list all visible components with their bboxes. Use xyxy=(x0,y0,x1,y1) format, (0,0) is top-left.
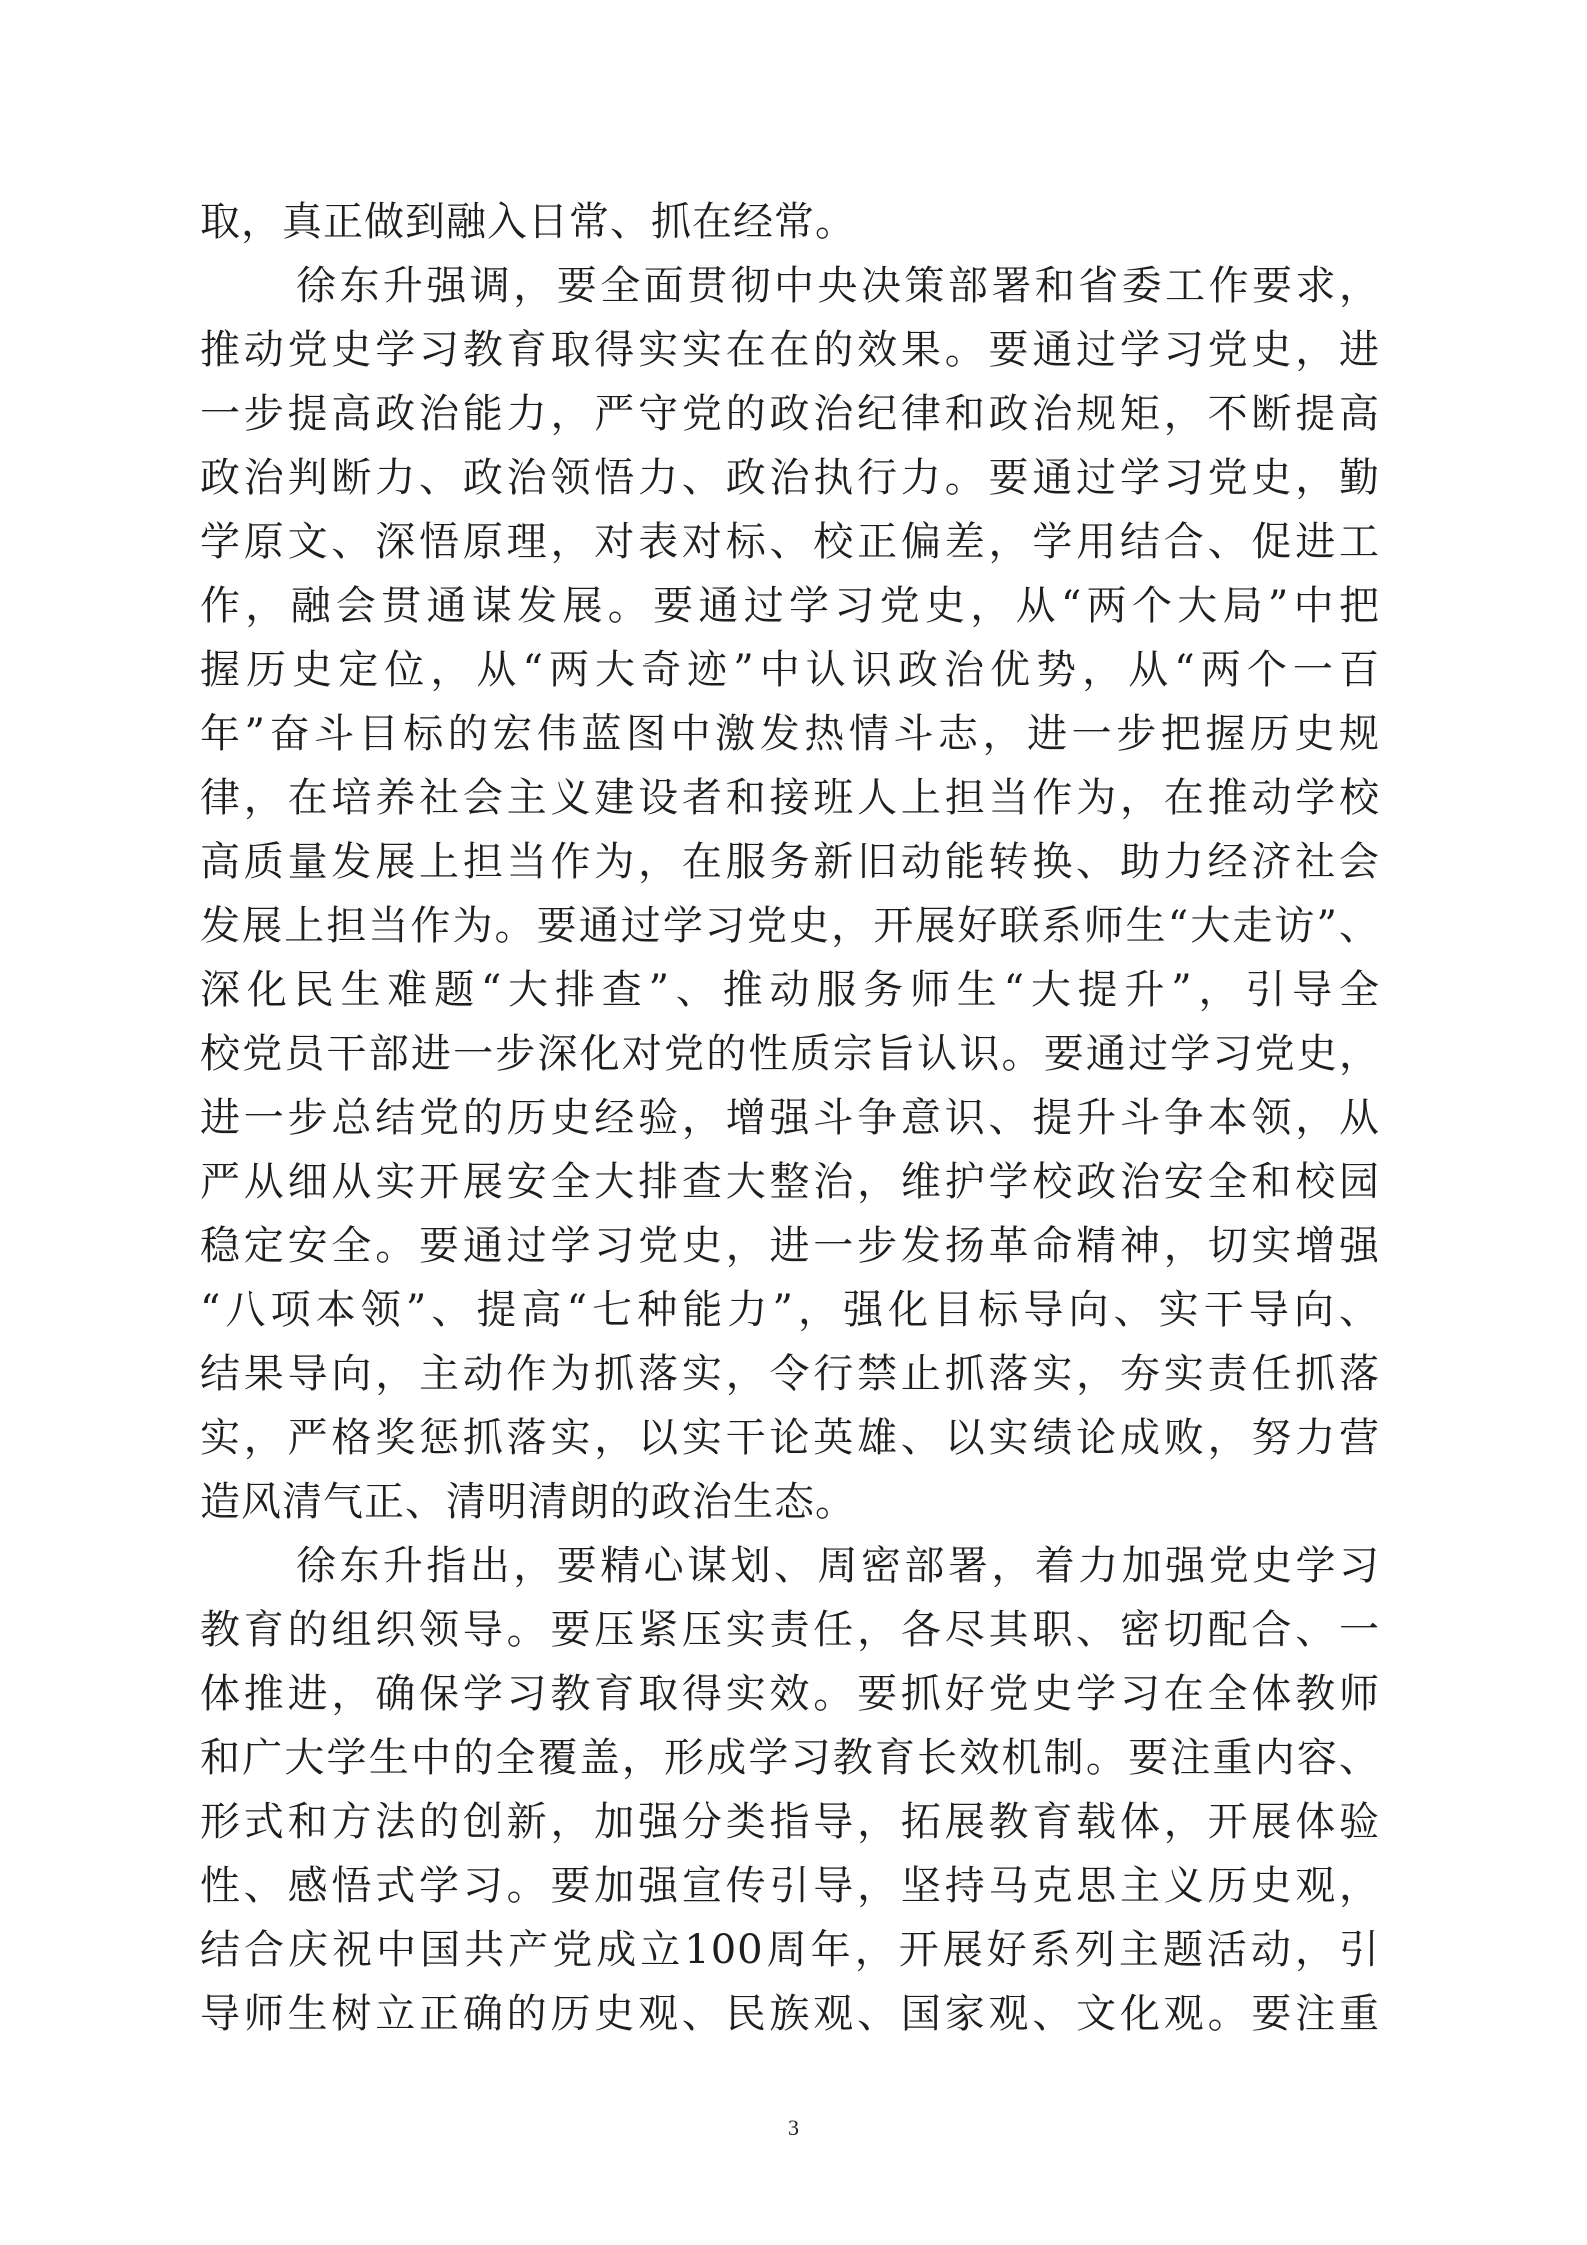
paragraph-first-line: 徐东升强调，要全面贯彻中央决策部署和省委工作要求， xyxy=(296,263,1380,309)
text-line: 结果导向，主动作为抓落实，令行禁止抓落实，夯实责任抓落 xyxy=(200,1351,1380,1397)
text-line: 和广大学生中的全覆盖，形成学习教育长效机制。要注重内容、 xyxy=(200,1735,1380,1781)
text-line: 造风清气正、清明清朗的政治生态。 xyxy=(200,1479,856,1525)
text-line: 严从细从实开展安全大排查大整治，维护学校政治安全和校园 xyxy=(200,1159,1380,1205)
text-line: 政治判断力、政治领悟力、政治执行力。要通过学习党史，勤 xyxy=(200,455,1380,501)
text-line: 实，严格奖惩抓落实，以实干论英雄、以实绩论成败，努力营 xyxy=(200,1415,1380,1461)
text-line: 发展上担当作为。要通过学习党史，开展好联系师生“大走访”、 xyxy=(200,903,1380,949)
body-text xyxy=(200,190,1380,2046)
text-line: 教育的组织领导。要压紧压实责任，各尽其职、密切配合、一 xyxy=(200,1607,1380,1653)
text-line: 校党员干部进一步深化对党的性质宗旨认识。要通过学习党史， xyxy=(200,1031,1380,1077)
text-line: 形式和方法的创新，加强分类指导，拓展教育载体，开展体验 xyxy=(200,1799,1380,1845)
paragraph-first-line: 徐东升指出，要精心谋划、周密部署，着力加强党史学习 xyxy=(296,1543,1380,1589)
text-line: 高质量发展上担当作为，在服务新旧动能转换、助力经济社会 xyxy=(200,839,1380,885)
text-line: 年”奋斗目标的宏伟蓝图中激发热情斗志，进一步把握历史规 xyxy=(200,711,1380,757)
text-line: 结合庆祝中国共产党成立100周年，开展好系列主题活动，引 xyxy=(200,1927,1380,1973)
text-line: 体推进，确保学习教育取得实效。要抓好党史学习在全体教师 xyxy=(200,1671,1380,1717)
text-line: 学原文、深悟原理，对表对标、校正偏差，学用结合、促进工 xyxy=(200,519,1380,565)
text-line: 取，真正做到融入日常、抓在经常。 xyxy=(200,199,856,245)
text-line: 性、感悟式学习。要加强宣传引导，坚持马克思主义历史观， xyxy=(200,1863,1380,1909)
text-line: 作，融会贯通谋发展。要通过学习党史，从“两个大局”中把 xyxy=(200,583,1380,629)
text-line: 进一步总结党的历史经验，增强斗争意识、提升斗争本领，从 xyxy=(200,1095,1380,1141)
text-line: 推动党史学习教育取得实实在在的效果。要通过学习党史，进 xyxy=(200,327,1380,373)
text-line: 一步提高政治能力，严守党的政治纪律和政治规矩，不断提高 xyxy=(200,391,1380,437)
text-line: “八项本领”、提高“七种能力”，强化目标导向、实干导向、 xyxy=(200,1287,1380,1333)
text-line: 握历史定位，从“两大奇迹”中认识政治优势，从“两个一百 xyxy=(200,647,1380,693)
text-line: 律，在培养社会主义建设者和接班人上担当作为，在推动学校 xyxy=(200,775,1380,821)
page-number: 3 xyxy=(788,2115,799,2140)
text-line: 导师生树立正确的历史观、民族观、国家观、文化观。要注重 xyxy=(200,1991,1380,2037)
text-line: 稳定安全。要通过学习党史，进一步发扬革命精神，切实增强 xyxy=(200,1223,1380,1269)
text-line: 深化民生难题“大排查”、推动服务师生“大提升”，引导全 xyxy=(200,967,1380,1013)
